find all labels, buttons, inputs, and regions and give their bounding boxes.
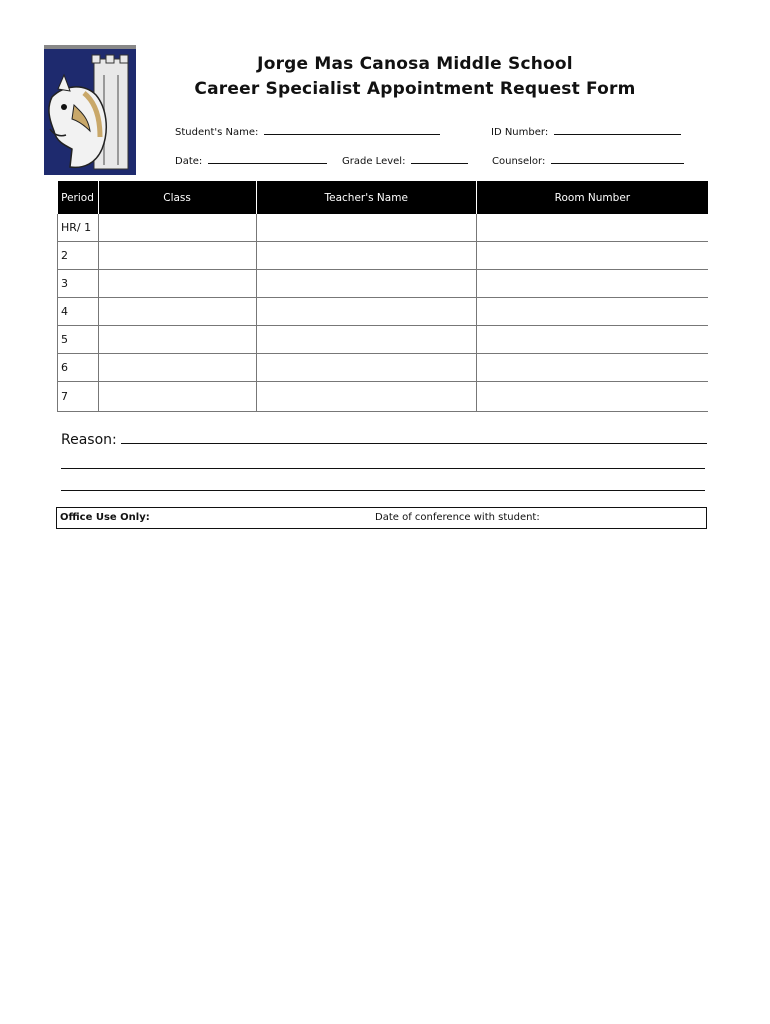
grade-level-line[interactable]	[411, 153, 468, 164]
id-number-line[interactable]	[554, 124, 681, 135]
date-label: Date:	[175, 156, 203, 167]
table-row	[58, 354, 709, 382]
room-number-header: Room Number	[476, 181, 708, 214]
room-cell[interactable]	[476, 270, 708, 298]
period-cell: 6	[58, 354, 99, 382]
reason-label: Reason:	[61, 432, 117, 448]
period-cell: 3	[58, 270, 99, 298]
room-cell[interactable]	[476, 354, 708, 382]
teacher-cell[interactable]	[256, 298, 476, 326]
teacher-cell[interactable]	[256, 270, 476, 298]
teacher-cell[interactable]	[256, 326, 476, 354]
counselor-line[interactable]	[551, 153, 684, 164]
room-cell[interactable]	[476, 214, 708, 242]
id-number-label: ID Number:	[491, 127, 549, 138]
period-header: Period	[58, 181, 99, 214]
form-title: Career Specialist Appointment Request Form	[194, 79, 636, 99]
teacher-cell[interactable]	[256, 214, 476, 242]
class-cell[interactable]	[98, 382, 256, 412]
student-name-field[interactable]	[175, 124, 440, 138]
table-row	[58, 298, 709, 326]
room-cell[interactable]	[476, 326, 708, 354]
grade-level-label: Grade Level:	[342, 156, 406, 167]
class-cell[interactable]	[98, 214, 256, 242]
table-row	[58, 270, 709, 298]
student-name-line[interactable]	[264, 124, 440, 135]
teacher-name-header: Teacher's Name	[256, 181, 476, 214]
class-header: Class	[98, 181, 256, 214]
student-name-label: Student's Name:	[175, 127, 259, 138]
room-cell[interactable]	[476, 382, 708, 412]
counselor-label: Counselor:	[492, 156, 546, 167]
grade-level-field[interactable]	[342, 153, 468, 167]
reason-line-1[interactable]	[121, 431, 707, 444]
table-row	[58, 214, 709, 242]
room-cell[interactable]	[476, 298, 708, 326]
counselor-field[interactable]	[492, 153, 684, 167]
class-cell[interactable]	[98, 242, 256, 270]
room-cell[interactable]	[476, 242, 708, 270]
schedule-header-row	[58, 181, 709, 214]
period-cell: 7	[58, 382, 99, 412]
knight-icon	[44, 45, 136, 175]
period-cell: 2	[58, 242, 99, 270]
table-row	[58, 242, 709, 270]
schedule-table	[57, 181, 708, 412]
teacher-cell[interactable]	[256, 242, 476, 270]
office-use-label: Office Use Only:	[60, 512, 150, 523]
reason-line-2[interactable]	[61, 468, 705, 469]
reason-field[interactable]	[61, 431, 707, 448]
date-line[interactable]	[208, 153, 327, 164]
date-field[interactable]	[175, 153, 327, 167]
reason-line-3[interactable]	[61, 490, 705, 491]
office-use-box	[56, 507, 707, 529]
teacher-cell[interactable]	[256, 382, 476, 412]
conference-date-label: Date of conference with student:	[375, 512, 540, 523]
school-logo	[44, 45, 136, 175]
teacher-cell[interactable]	[256, 354, 476, 382]
id-number-field[interactable]	[491, 124, 681, 138]
table-row	[58, 326, 709, 354]
class-cell[interactable]	[98, 298, 256, 326]
class-cell[interactable]	[98, 354, 256, 382]
class-cell[interactable]	[98, 326, 256, 354]
table-row	[58, 382, 709, 412]
period-cell: 4	[58, 298, 99, 326]
period-cell: 5	[58, 326, 99, 354]
class-cell[interactable]	[98, 270, 256, 298]
period-cell: HR/ 1	[58, 214, 99, 242]
school-name: Jorge Mas Canosa Middle School	[257, 54, 573, 74]
